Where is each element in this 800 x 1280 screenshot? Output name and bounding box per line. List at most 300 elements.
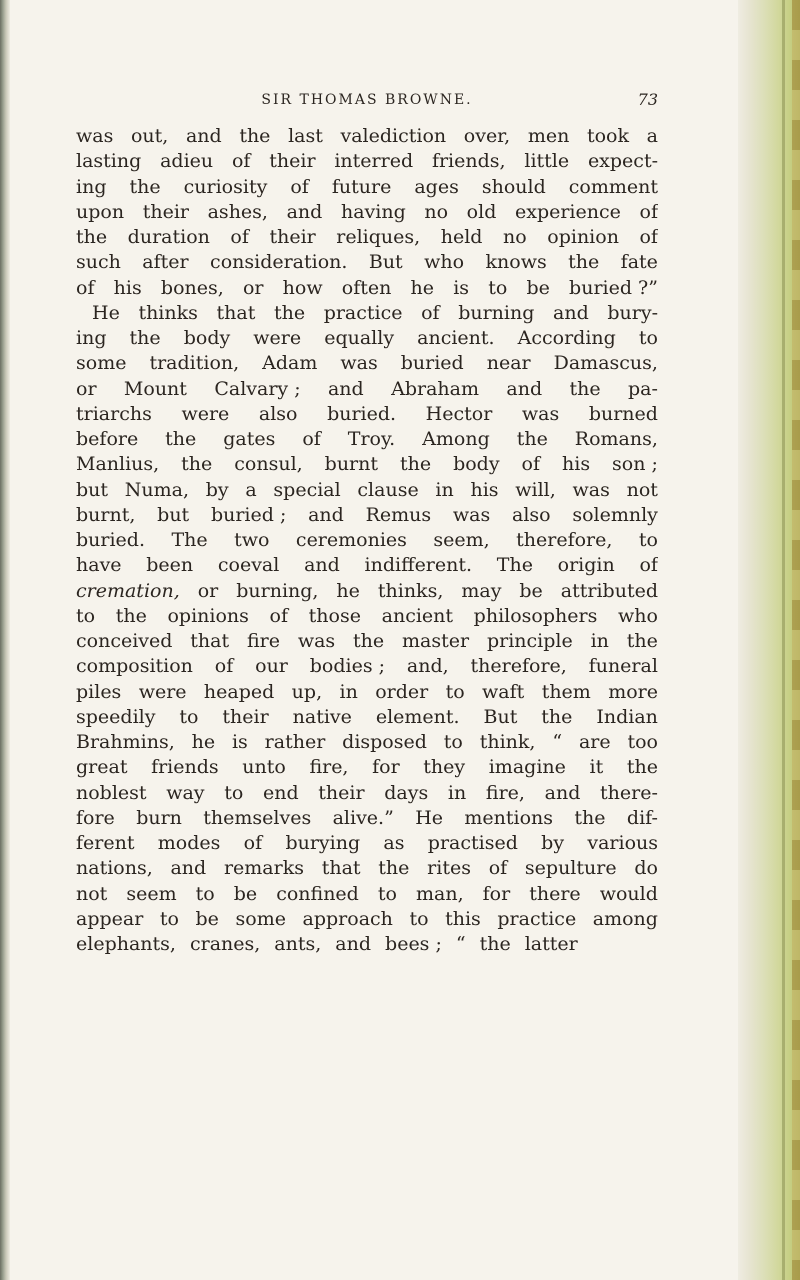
word: modes bbox=[157, 832, 221, 854]
word: clause bbox=[357, 478, 419, 501]
book-page bbox=[76, 0, 666, 1280]
word: the bbox=[115, 604, 147, 627]
word: for bbox=[482, 882, 511, 905]
word: the bbox=[568, 251, 600, 274]
word: alive.” bbox=[332, 806, 394, 829]
word: rather bbox=[264, 731, 326, 753]
word: native bbox=[292, 705, 352, 728]
word: rites bbox=[427, 857, 471, 880]
text-line bbox=[76, 427, 658, 452]
word: attributed bbox=[560, 579, 658, 602]
word: remarks bbox=[223, 857, 304, 880]
word: of bbox=[421, 301, 440, 324]
word: Manlius, bbox=[76, 453, 160, 476]
text-line bbox=[76, 680, 658, 705]
word: duration bbox=[127, 226, 210, 248]
text-line bbox=[76, 452, 658, 477]
word: such bbox=[76, 251, 121, 274]
text-line bbox=[76, 503, 658, 528]
word: men bbox=[527, 125, 570, 147]
word: fire, bbox=[309, 756, 349, 779]
word: to bbox=[159, 907, 179, 930]
word: waft bbox=[482, 680, 525, 703]
word: various bbox=[587, 832, 658, 854]
word: bees ; bbox=[385, 933, 442, 955]
word: there bbox=[529, 882, 581, 905]
word: more bbox=[608, 680, 658, 703]
word: and bbox=[308, 503, 344, 526]
word: and bbox=[335, 933, 372, 955]
text-line bbox=[76, 276, 658, 301]
word: also bbox=[512, 503, 551, 526]
word: heaped bbox=[203, 680, 275, 703]
word: buried ?” bbox=[569, 276, 658, 299]
word: adieu bbox=[160, 150, 214, 173]
word: burnt, bbox=[76, 503, 136, 526]
word: out, bbox=[130, 125, 169, 147]
word: piles bbox=[76, 680, 122, 703]
word: the bbox=[541, 705, 573, 728]
word: pa- bbox=[628, 377, 658, 400]
text-line bbox=[76, 705, 658, 730]
word: who bbox=[617, 604, 658, 627]
word: triarchs bbox=[76, 402, 152, 425]
word: coeval bbox=[217, 554, 280, 577]
word: also bbox=[258, 402, 298, 425]
word: mentions bbox=[464, 806, 554, 829]
word: their bbox=[269, 226, 316, 248]
word: in bbox=[339, 680, 358, 703]
word: special bbox=[273, 478, 341, 501]
word: seem, bbox=[433, 529, 490, 551]
text-line bbox=[76, 553, 658, 578]
word: “ bbox=[552, 731, 563, 753]
word: and bbox=[185, 125, 222, 147]
word: practised bbox=[427, 832, 518, 854]
word: to bbox=[638, 327, 658, 349]
word: burnt bbox=[324, 453, 379, 476]
word: be bbox=[195, 907, 219, 930]
word: would bbox=[599, 882, 658, 905]
word: to bbox=[195, 882, 215, 905]
word: seem bbox=[126, 882, 177, 905]
word: Calvary ; bbox=[214, 377, 301, 400]
word: were bbox=[181, 402, 230, 425]
word: practice bbox=[497, 907, 577, 930]
word: opinion bbox=[547, 226, 619, 248]
word: old bbox=[466, 200, 497, 223]
word: or bbox=[242, 276, 264, 299]
word: bodies ; bbox=[309, 655, 386, 678]
word: having bbox=[340, 200, 406, 223]
word: and bbox=[286, 200, 323, 223]
word: of bbox=[243, 832, 263, 854]
word: the bbox=[165, 428, 197, 450]
word: this bbox=[445, 907, 481, 930]
word: among bbox=[592, 907, 658, 930]
word: future bbox=[331, 175, 392, 198]
text-line bbox=[76, 149, 658, 174]
word: fire bbox=[246, 630, 280, 652]
word: last bbox=[288, 125, 323, 147]
text-line bbox=[76, 604, 658, 629]
word: and bbox=[544, 781, 581, 804]
word: burying bbox=[285, 832, 361, 854]
word: element. bbox=[375, 705, 460, 728]
word: by bbox=[541, 832, 565, 854]
word: Damascus, bbox=[553, 352, 658, 375]
text-line bbox=[76, 730, 658, 755]
text-line bbox=[76, 856, 658, 881]
word: to bbox=[224, 781, 244, 804]
word: experience bbox=[514, 200, 621, 223]
word: of bbox=[639, 226, 658, 248]
word: to bbox=[179, 705, 199, 728]
word: should bbox=[481, 175, 546, 198]
text-line bbox=[76, 250, 658, 275]
word: to bbox=[445, 680, 465, 703]
word: Numa, bbox=[124, 478, 190, 501]
word: their bbox=[222, 705, 269, 728]
word: conceived bbox=[76, 630, 173, 652]
word: fire, bbox=[485, 781, 525, 804]
word: speedily bbox=[76, 705, 156, 728]
word: be bbox=[526, 276, 550, 299]
word: was bbox=[521, 402, 560, 425]
word: they bbox=[423, 756, 466, 779]
text-line bbox=[76, 377, 658, 402]
word: origin bbox=[557, 554, 615, 577]
word: was bbox=[452, 503, 491, 526]
word: the bbox=[129, 327, 161, 349]
word: ancient bbox=[381, 604, 454, 627]
word: consul, bbox=[234, 453, 303, 476]
word: the bbox=[378, 857, 410, 880]
word: But bbox=[368, 251, 403, 274]
word: curiosity bbox=[183, 175, 268, 198]
word: equally bbox=[324, 327, 395, 349]
word: to bbox=[488, 276, 508, 299]
word: do bbox=[634, 857, 658, 880]
word: over, bbox=[463, 125, 511, 147]
word: to bbox=[409, 907, 429, 930]
word: Abraham bbox=[391, 377, 479, 400]
text-line bbox=[76, 907, 658, 932]
word: is bbox=[453, 276, 470, 299]
word: of bbox=[290, 175, 309, 198]
word: little bbox=[524, 150, 570, 173]
word: their bbox=[142, 200, 189, 223]
word: the bbox=[239, 125, 271, 147]
text-line bbox=[76, 351, 658, 376]
word: bones, bbox=[160, 276, 224, 299]
word: of bbox=[521, 453, 541, 476]
word: to bbox=[377, 882, 397, 905]
word: comment bbox=[568, 175, 658, 198]
word: think, bbox=[479, 731, 536, 753]
word: unto bbox=[242, 756, 286, 779]
word: were bbox=[253, 327, 302, 349]
word: the bbox=[569, 377, 601, 400]
page-fore-edge bbox=[738, 0, 800, 1280]
word: our bbox=[255, 655, 288, 678]
word: Remus bbox=[365, 503, 432, 526]
word: end bbox=[262, 781, 299, 804]
word: ing bbox=[76, 175, 107, 198]
word: elephants, bbox=[76, 933, 176, 955]
word: were bbox=[138, 680, 187, 703]
word: of bbox=[231, 150, 251, 173]
word: have bbox=[76, 554, 122, 577]
word: in bbox=[590, 630, 609, 652]
word: not bbox=[76, 882, 108, 905]
word: in bbox=[435, 478, 454, 501]
word: that bbox=[190, 630, 230, 652]
word: body bbox=[183, 327, 231, 349]
word: son ; bbox=[612, 453, 658, 476]
word: their bbox=[318, 781, 365, 804]
word: ages bbox=[414, 175, 459, 198]
word: may bbox=[461, 579, 502, 602]
word: master bbox=[402, 630, 470, 652]
page-header bbox=[76, 90, 658, 118]
word: and, bbox=[406, 655, 449, 678]
text-line bbox=[76, 654, 658, 679]
word: will, bbox=[515, 478, 556, 501]
word: Brahmins, bbox=[76, 731, 175, 753]
word: buried. bbox=[327, 402, 397, 425]
word: he bbox=[336, 579, 360, 602]
word: nations, bbox=[76, 857, 153, 880]
word: and bbox=[170, 857, 207, 880]
word: after bbox=[142, 251, 189, 274]
word: expect- bbox=[587, 150, 658, 173]
word: two bbox=[234, 529, 270, 551]
word: knows bbox=[485, 251, 547, 274]
word: how bbox=[282, 276, 323, 299]
word: some bbox=[76, 352, 127, 375]
word: therefore, bbox=[516, 529, 613, 551]
word: the bbox=[516, 428, 548, 450]
word: buried ; bbox=[210, 503, 287, 526]
word: valediction bbox=[340, 125, 447, 147]
word: the bbox=[181, 453, 213, 476]
word: philosophers bbox=[473, 604, 598, 627]
word: great bbox=[76, 756, 128, 779]
word: before bbox=[76, 428, 139, 450]
word: funeral bbox=[588, 655, 658, 678]
word: cremation, bbox=[76, 579, 180, 602]
word: are bbox=[578, 731, 611, 753]
word: was bbox=[340, 352, 378, 375]
word: ing bbox=[76, 327, 107, 349]
word: consideration. bbox=[210, 251, 348, 274]
word: of bbox=[639, 200, 658, 223]
text-line bbox=[76, 755, 658, 780]
word: or bbox=[76, 377, 97, 400]
word: the bbox=[626, 756, 658, 779]
word: that bbox=[216, 301, 256, 324]
word: of bbox=[639, 554, 658, 577]
word: of bbox=[302, 428, 321, 450]
word: appear bbox=[76, 907, 144, 930]
word: his bbox=[113, 276, 142, 299]
word: was bbox=[76, 125, 114, 147]
word: indifferent. bbox=[364, 554, 473, 577]
text-line bbox=[76, 402, 658, 427]
text-line bbox=[76, 629, 658, 654]
text-line bbox=[76, 806, 658, 831]
word: in bbox=[447, 781, 467, 804]
word: the bbox=[129, 175, 161, 198]
text-line bbox=[76, 326, 658, 351]
text-line bbox=[76, 478, 658, 503]
word: his bbox=[470, 478, 499, 501]
word: to bbox=[76, 604, 96, 627]
word: is bbox=[231, 731, 248, 753]
word: and bbox=[304, 554, 340, 577]
word: the bbox=[76, 226, 108, 248]
word: dif- bbox=[626, 806, 658, 829]
word: to bbox=[443, 731, 463, 753]
word: latter bbox=[524, 933, 578, 955]
text-line bbox=[76, 882, 658, 907]
word: been bbox=[146, 554, 194, 577]
word: the bbox=[353, 630, 385, 652]
word: interred bbox=[334, 150, 414, 173]
word: body bbox=[453, 453, 500, 476]
word: lasting bbox=[76, 150, 142, 173]
word: but bbox=[76, 478, 109, 501]
word: of bbox=[488, 857, 508, 880]
word: upon bbox=[76, 200, 125, 223]
word: order bbox=[375, 680, 429, 703]
word: the bbox=[626, 630, 658, 652]
word: of bbox=[214, 655, 234, 678]
word: held bbox=[440, 226, 483, 248]
word: and bbox=[327, 377, 364, 400]
word: “ bbox=[455, 933, 466, 955]
word: reliques, bbox=[336, 226, 421, 248]
word: themselves bbox=[203, 806, 312, 829]
text-line bbox=[76, 200, 658, 225]
word: way bbox=[166, 781, 205, 804]
word: days bbox=[384, 781, 429, 804]
word: ferent bbox=[76, 832, 135, 854]
text-line bbox=[76, 528, 658, 553]
word: as bbox=[383, 832, 405, 854]
word: imagine bbox=[488, 756, 566, 779]
word: their bbox=[269, 150, 316, 173]
word: Troy. bbox=[347, 428, 396, 450]
word: the bbox=[399, 453, 432, 476]
word: The bbox=[496, 554, 533, 577]
word: burn bbox=[136, 806, 182, 829]
word: He bbox=[415, 806, 444, 829]
word: be bbox=[519, 579, 543, 602]
word: buried bbox=[400, 352, 464, 375]
word: Among bbox=[422, 428, 490, 450]
word: a bbox=[245, 478, 257, 501]
page-number: 73 bbox=[637, 90, 658, 109]
word: buried. bbox=[76, 529, 146, 551]
word: gates bbox=[223, 428, 276, 450]
page-gutter-shadow bbox=[0, 0, 10, 1280]
word: them bbox=[541, 680, 591, 703]
word: often bbox=[341, 276, 392, 299]
word: solemnly bbox=[572, 503, 658, 526]
word: ashes, bbox=[207, 200, 268, 223]
word: the bbox=[273, 301, 306, 324]
word: to bbox=[638, 529, 658, 551]
word: or bbox=[197, 579, 219, 602]
word: fore bbox=[76, 806, 115, 829]
word: man, bbox=[415, 882, 464, 905]
word: took bbox=[586, 125, 629, 147]
word: be bbox=[233, 882, 258, 905]
word: Indian bbox=[596, 705, 658, 728]
word: confined bbox=[276, 882, 359, 905]
word: therefore, bbox=[470, 655, 567, 678]
word: but bbox=[157, 503, 190, 526]
word: by bbox=[205, 478, 229, 501]
word: fate bbox=[620, 251, 658, 274]
text-line bbox=[76, 932, 658, 957]
word: burned bbox=[588, 402, 658, 425]
word: He bbox=[92, 301, 120, 324]
word: approach bbox=[302, 907, 393, 930]
word: those bbox=[308, 604, 361, 627]
word: The bbox=[171, 529, 208, 551]
word: some bbox=[235, 907, 286, 930]
word: disposed bbox=[342, 731, 427, 753]
word: and bbox=[553, 301, 589, 324]
word: ceremonies bbox=[295, 529, 407, 551]
running-head: SIR THOMAS BROWNE. bbox=[261, 92, 473, 108]
word: principle bbox=[486, 630, 573, 652]
word: practice bbox=[323, 301, 403, 324]
word: there- bbox=[600, 781, 658, 804]
word: who bbox=[424, 251, 465, 274]
word: bury- bbox=[607, 301, 658, 324]
word: for bbox=[372, 756, 400, 779]
word: But bbox=[483, 705, 518, 728]
word: of bbox=[76, 276, 95, 299]
word: Mount bbox=[123, 377, 187, 400]
word: he bbox=[410, 276, 435, 299]
word: tradition, bbox=[149, 352, 240, 375]
word: friends bbox=[151, 756, 219, 779]
word: cranes, bbox=[189, 933, 261, 955]
word: no bbox=[424, 200, 449, 223]
text-line bbox=[76, 175, 658, 200]
word: thinks bbox=[138, 301, 198, 324]
word: burning, bbox=[236, 579, 319, 602]
text-line bbox=[76, 225, 658, 250]
word: ants, bbox=[274, 933, 322, 955]
text-line bbox=[76, 579, 658, 604]
text-line bbox=[76, 831, 658, 856]
word: too bbox=[627, 731, 658, 753]
word: not bbox=[626, 478, 658, 501]
body-text bbox=[76, 124, 658, 957]
word: the bbox=[479, 933, 511, 955]
word: noblest bbox=[76, 781, 147, 804]
word: Hector bbox=[425, 402, 493, 425]
word: the bbox=[574, 806, 606, 829]
word: it bbox=[589, 756, 604, 779]
word: burning bbox=[458, 301, 535, 324]
